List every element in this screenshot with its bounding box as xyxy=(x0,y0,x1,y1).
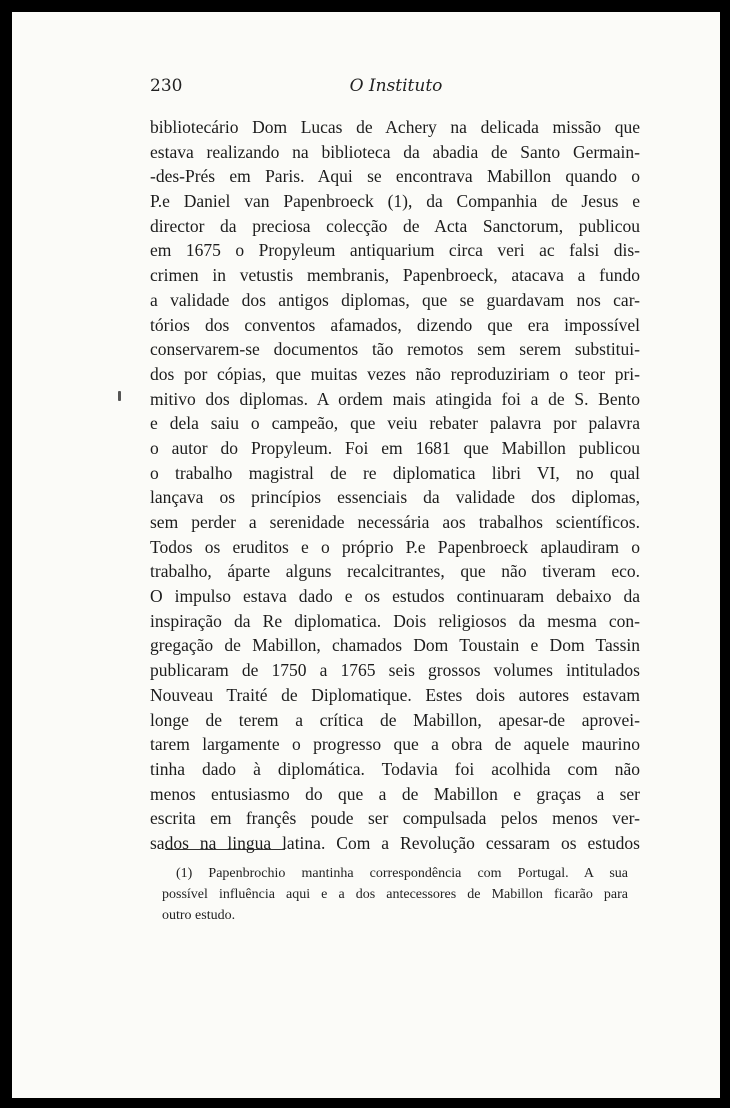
body-line: estava realizando na biblioteca da abadia de Santo Germain- xyxy=(150,141,640,162)
body-line: director da preciosa colecção de Acta Sanctorum, publicou xyxy=(150,215,640,236)
body-line: tinha dado à diplomática. Todavia foi acolhida com não xyxy=(150,758,640,779)
body-line: dos por cópias, que muitas vezes não reproduziriam o teor pri- xyxy=(150,363,640,384)
footnote-line: possível influência aqui e a dos antecessores de Mabillon ficarão para xyxy=(162,887,628,902)
footnote xyxy=(162,863,628,926)
body-line: gregação de Mabillon, chamados Dom Toustain e Dom Tassin xyxy=(150,635,640,656)
body-line: crimen in vetustis membranis, Papenbroeck, atacava a fundo xyxy=(150,265,640,286)
body-line: longe de terem a crítica de Mabillon, apesar-de aprovei- xyxy=(150,709,640,730)
body-line: P.e Daniel van Papenbroeck (1), da Companhia de Jesus e xyxy=(150,191,640,212)
margin-mark xyxy=(118,391,121,401)
body-line: O impulso estava dado e os estudos continuaram debaixo da xyxy=(150,586,640,607)
body-line: o autor do Propyleum. Foi em 1681 que Mabillon publicou xyxy=(150,437,640,458)
body-line: -des-Prés em Paris. Aqui se encontrava Mabillon quando o xyxy=(150,166,640,187)
body-line: a validade dos antigos diplomas, que se guardavam nos car- xyxy=(150,289,640,310)
body-line: sem perder a serenidade necessária aos trabalhos scientíficos. xyxy=(150,512,640,532)
footnote-line: outro estudo. xyxy=(162,908,236,923)
body-text xyxy=(150,115,640,856)
body-line: publicaram de 1750 a 1765 seis grossos volumes intitulados xyxy=(150,660,640,681)
body-line: tórios dos conventos afamados, dizendo que era impossível xyxy=(150,314,640,335)
page-header xyxy=(150,76,642,102)
body-line: inspiração da Re diplomatica. Dois religiosos da mesma con- xyxy=(150,610,640,631)
body-line: mitivo dos diplomas. A ordem mais atingida foi a de S. Bento xyxy=(150,388,640,409)
page-number: 230 xyxy=(150,76,183,96)
body-line: em 1675 o Propyleum antiquarium circa veri ac falsi dis- xyxy=(150,240,640,261)
body-line: trabalho, áparte alguns recalcitrantes, que não tiveram eco. xyxy=(150,561,640,582)
body-line: tarem largamente o progresso que a obra de aquele maurino xyxy=(150,734,640,755)
body-line: sados na lingua latina. Com a Revolução cessaram os estudos xyxy=(150,832,640,853)
footnote-divider xyxy=(165,849,285,850)
body-line: Todos os eruditos e o próprio P.e Papenbroeck aplaudiram o xyxy=(150,536,640,557)
footnote-line: (1) Papenbrochio mantinha correspondência com Portugal. A sua xyxy=(176,866,628,881)
body-line: conservarem-se documentos tão remotos sem serem substitui- xyxy=(150,339,640,360)
body-line: o trabalho magistral de re diplomatica libri VI, no qual xyxy=(150,462,640,483)
body-line: Nouveau Traité de Diplomatique. Estes dois autores estavam xyxy=(150,684,640,705)
body-line: bibliotecário Dom Lucas de Achery na delicada missão que xyxy=(150,117,640,137)
body-line: lançava os princípios essenciais da validade dos diplomas, xyxy=(150,487,640,508)
body-line: escrita em françês poude ser compulsada pelos menos ver- xyxy=(150,808,640,829)
body-line: menos entusiasmo do que a de Mabillon e graças a ser xyxy=(150,783,640,804)
running-title: O Instituto xyxy=(349,76,443,96)
book-page xyxy=(12,12,720,1098)
body-line: e dela saiu o campeão, que veiu rebater palavra por palavra xyxy=(150,413,640,434)
